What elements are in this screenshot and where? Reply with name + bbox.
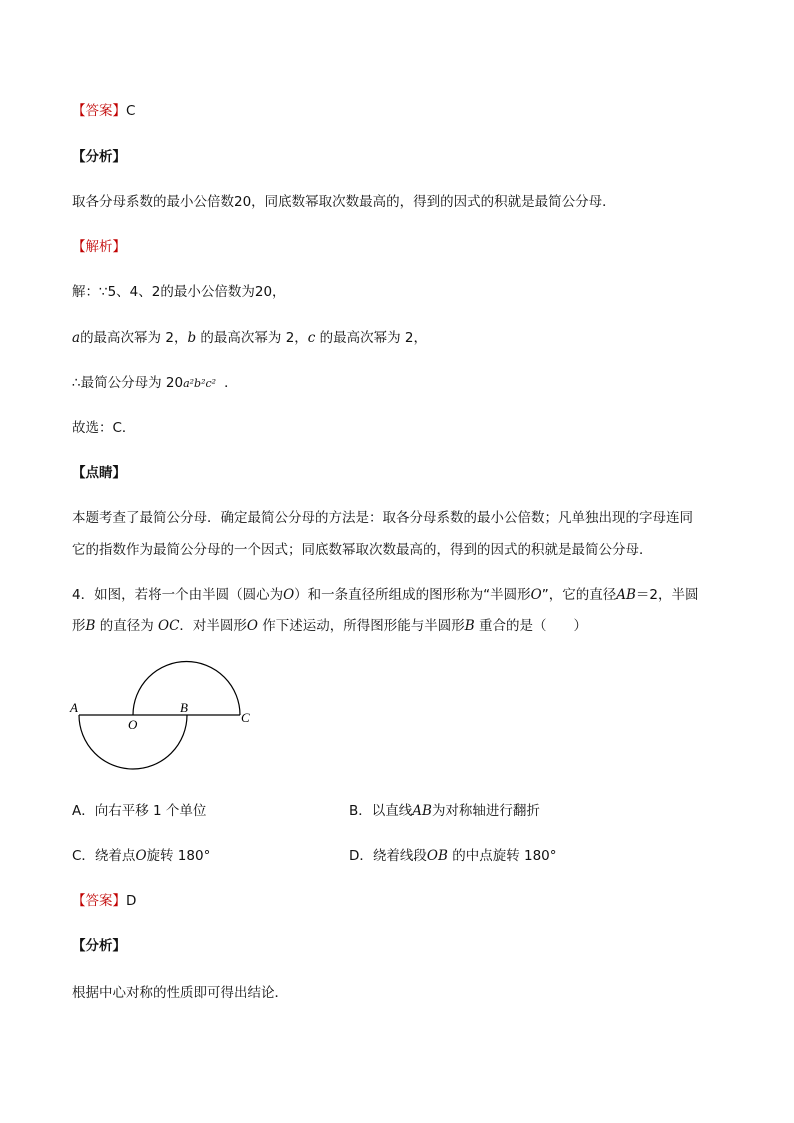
- var-o: O: [283, 587, 295, 603]
- q3-analysis-tag: 【分析】: [72, 149, 126, 165]
- text: ＝2，半圆: [635, 587, 699, 603]
- label-a: A: [70, 700, 78, 715]
- q4-stem-line1: [72, 585, 699, 605]
- q3-solution-line2: [72, 328, 427, 348]
- q3-analysis-text: 取各分母系数的最小公倍数20，同底数幂取次数最高的，得到的因式的积就是最简公分母．: [72, 194, 616, 210]
- answer-tag: 【答案】: [72, 893, 126, 909]
- text: 的最高次幂为 2，: [80, 330, 188, 346]
- text: 的最高次幂为 2，: [315, 330, 428, 346]
- text: B．以直线: [349, 803, 413, 819]
- var-b: b: [187, 330, 197, 346]
- text: 旋转 180°: [146, 848, 211, 864]
- text: ”，它的直径: [541, 587, 617, 603]
- text: ．对半圆形: [179, 618, 247, 634]
- label-c: C: [241, 710, 250, 725]
- text: 作下述运动，所得图形能与半圆形: [258, 618, 465, 634]
- q3-choice-line: 故选：C．: [72, 420, 136, 436]
- var-ab: AB: [412, 803, 432, 819]
- q4-analysis-tag: 【分析】: [72, 938, 126, 954]
- text: 4．如图，若将一个由半圆（圆心为: [72, 587, 284, 603]
- text: 的中点旋转 180°: [447, 848, 557, 864]
- q3-comment-line2: 它的指数作为最简公分母的一个因式；同底数幂取次数最高的，得到的因式的积就是最简公分母．: [72, 542, 653, 558]
- answer-value: D: [126, 893, 137, 909]
- text: ∴最简公分母为 20: [72, 375, 184, 391]
- text: 重合的是（ ）: [474, 618, 588, 634]
- q3-answer-line: [72, 101, 135, 121]
- text: D．绕着线段: [349, 848, 427, 864]
- text: C．绕着点: [72, 848, 136, 864]
- answer-tag: 【答案】: [72, 103, 126, 119]
- label-b: B: [180, 700, 188, 715]
- text: ）和一条直径所组成的图形称为“半圆形: [294, 587, 531, 603]
- q3-comment-line1: 本题考查了最简公分母．确定最简公分母的方法是：取各分母系数的最小公倍数；凡单独出现的字母连同: [72, 510, 693, 526]
- q3-comment-tag: 【点睛】: [72, 465, 126, 481]
- var-c: c: [307, 330, 316, 346]
- option-b: [349, 801, 540, 821]
- answer-value: C: [126, 103, 136, 119]
- option-c: [72, 846, 210, 866]
- var-o: O: [530, 587, 542, 603]
- var-o: O: [135, 848, 147, 864]
- semicircle-figure: [66, 660, 266, 780]
- var-b: B: [85, 618, 96, 634]
- text: 的直径为: [95, 618, 159, 634]
- lcd-expression: a²b²c²: [183, 377, 217, 390]
- var-b: B: [464, 618, 475, 634]
- option-a: A．向右平移 1 个单位: [72, 803, 207, 819]
- label-o: O: [128, 717, 138, 732]
- q4-analysis-text: 根据中心对称的性质即可得出结论．: [72, 985, 288, 1001]
- option-d: [349, 846, 557, 866]
- text: 形: [72, 618, 86, 634]
- q3-solution-line3: [72, 373, 238, 394]
- var-ob: OB: [426, 848, 448, 864]
- var-a: a: [72, 330, 81, 346]
- text: ．: [224, 375, 238, 391]
- text: 为对称轴进行翻折: [431, 803, 540, 819]
- q4-answer-line: [72, 891, 136, 911]
- q3-solution-line1: 解：∵5、4、2的最小公倍数为20，: [72, 284, 286, 300]
- var-oc: OC: [158, 618, 180, 634]
- q4-stem-line2: [72, 616, 587, 636]
- text: 的最高次幂为 2，: [196, 330, 308, 346]
- var-ab: AB: [616, 587, 636, 603]
- var-o: O: [246, 618, 258, 634]
- q3-solution-tag: 【解析】: [72, 239, 126, 255]
